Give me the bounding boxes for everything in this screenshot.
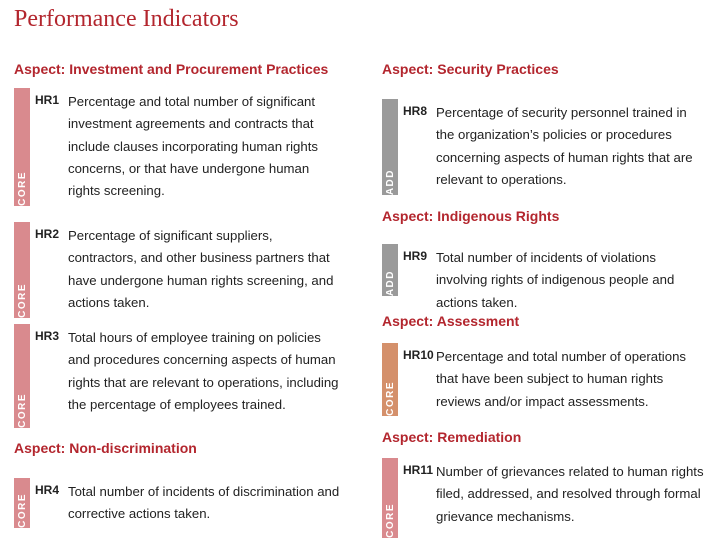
aspect-title: Non-discrimination [69, 440, 197, 456]
indicator-code: HR9 [403, 249, 428, 263]
indicator-code: HR1 [35, 93, 60, 107]
add-tag: ADD [382, 99, 398, 195]
aspect-heading-remediation [382, 429, 521, 445]
core-tag: CORE [14, 478, 30, 528]
aspect-title: Remediation [437, 429, 522, 445]
indicator-description: Percentage and total number of significant investment agreements and contracts that include clauses incorporating human rights concerns, or that have undergone human rights screening. [68, 94, 318, 199]
aspect-prefix: Aspect: [382, 313, 434, 329]
core-tag: CORE [382, 343, 398, 416]
indicator-code: HR11 [403, 463, 434, 477]
aspect-title: Security Practices [437, 61, 559, 77]
indicator-description: Percentage of security personnel trained in the organization’s policies or procedures concerning aspects of human rights that are relevant to operations. [436, 105, 693, 187]
indicator-code: HR10 [403, 348, 434, 362]
indicator-hr10 [382, 343, 712, 416]
indicator-description: Total number of incidents of discrimination and corrective actions taken. [68, 484, 340, 522]
aspect-prefix: Aspect: [382, 429, 434, 445]
indicator-description: Total hours of employee training on policies and procedures concerning aspects of human rights that are relevant to operations, including the percentage of employees trained. [68, 330, 339, 412]
core-tag: CORE [14, 88, 30, 206]
indicator-hr8 [382, 99, 712, 195]
indicator-hr3 [14, 324, 344, 428]
aspect-prefix: Aspect: [14, 440, 66, 456]
add-tag: ADD [382, 244, 398, 296]
indicator-description: Number of grievances related to human rights filed, addressed, and resolved through formal grievance mechanisms. [436, 464, 704, 524]
aspect-heading-assessment [382, 313, 519, 329]
indicator-hr2 [14, 222, 344, 318]
indicator-description: Percentage and total number of operations that have been subject to human rights reviews and/or impact assessments. [436, 349, 686, 409]
indicator-code: HR3 [35, 329, 60, 343]
aspect-prefix: Aspect: [382, 61, 434, 77]
aspect-title: Investment and Procurement Practices [69, 61, 329, 77]
indicator-hr4 [14, 478, 344, 528]
indicator-code: HR2 [35, 227, 60, 241]
core-tag: CORE [382, 458, 398, 538]
aspect-heading-indigenous [382, 208, 559, 224]
aspect-heading-security [382, 61, 559, 77]
page-title: Performance Indicators [14, 6, 239, 32]
indicator-hr11 [382, 458, 712, 538]
aspect-heading-non-discrimination [14, 440, 197, 456]
indicator-description: Percentage of significant suppliers, contractors, and other business partners that have undergone human rights screening, and actions taken. [68, 228, 334, 310]
aspect-prefix: Aspect: [14, 61, 66, 77]
aspect-heading-investment [14, 61, 328, 77]
aspect-title: Indigenous Rights [437, 208, 560, 224]
aspect-prefix: Aspect: [382, 208, 434, 224]
core-tag: CORE [14, 222, 30, 318]
indicator-code: HR8 [403, 104, 428, 118]
indicator-code: HR4 [35, 483, 60, 497]
indicator-description: Total number of incidents of violations involving rights of indigenous people and actions taken. [436, 250, 675, 310]
indicator-hr1 [14, 88, 344, 206]
indicator-hr9 [382, 244, 712, 310]
aspect-title: Assessment [436, 313, 520, 329]
core-tag: CORE [14, 324, 30, 428]
